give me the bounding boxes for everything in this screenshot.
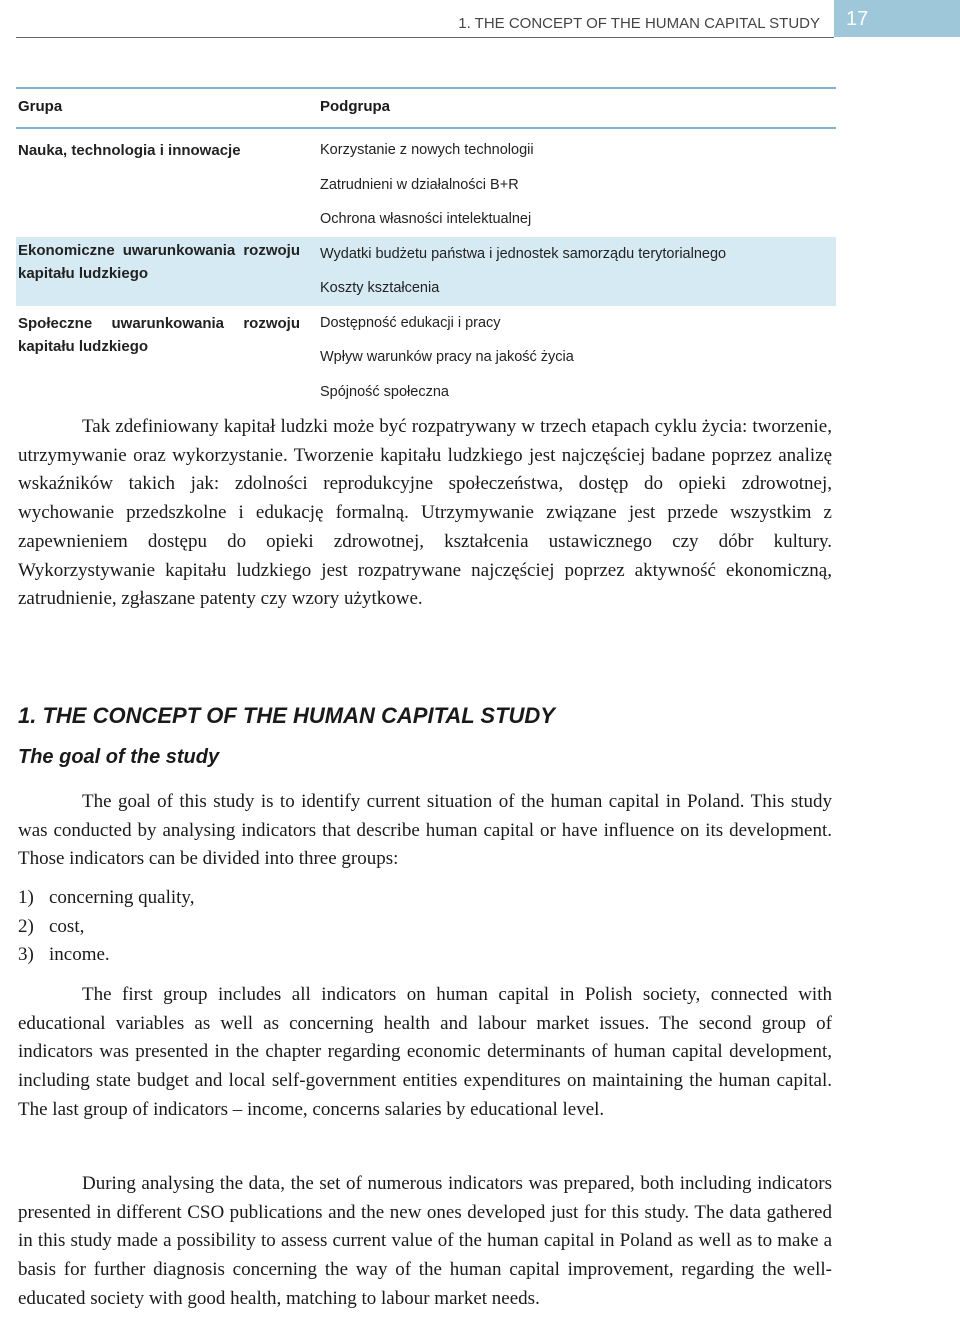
- list-number: 2): [18, 915, 34, 937]
- table-row-group-science: [16, 129, 836, 237]
- running-header-title: 1. THE CONCEPT OF THE HUMAN CAPITAL STUDY: [458, 15, 820, 32]
- subgroup-cell: Spójność społeczna: [320, 383, 449, 400]
- list-item: [18, 884, 194, 913]
- paragraph-groups: The first group includes all indicators on human capital in Polish society, connected with educational variables as well as concerning health and labour market issues. The second group of indicators was presented in the chapter regarding economic determinants of human capital development, including state budget and local self-government entities expenditures on maintaining the human capital. The last group of indicators – income, concerns salaries by educational level.: [18, 984, 832, 1120]
- table-row-group-social: [16, 306, 836, 410]
- subsection-heading: The goal of the study: [18, 746, 220, 768]
- list-text: concerning quality,: [49, 887, 195, 908]
- list-item: [18, 913, 194, 942]
- subgroup-cell: Dostępność edukacji i pracy: [320, 314, 501, 331]
- table-row-group-economic: [16, 237, 836, 306]
- subgroup-cell: Wydatki budżetu państwa i jednostek samorządu terytorialnego: [320, 245, 727, 262]
- group-label: Nauka, technologia i innowacje: [18, 142, 241, 159]
- column-header-subgroup: Podgrupa: [320, 98, 390, 115]
- paragraph-goal: The goal of this study is to identify current situation of the human capital in Poland. This study was conducted by analysing indicators that describe human capital or have influence on its development. Those indicators can be divided into three groups:: [18, 791, 832, 870]
- section-heading: 1. THE CONCEPT OF THE HUMAN CAPITAL STUDY: [18, 703, 555, 728]
- subgroup-cell: Zatrudnieni w działalności B+R: [320, 176, 519, 193]
- page-number: 17: [846, 8, 869, 30]
- list-text: cost,: [49, 915, 85, 937]
- header-rule: [16, 37, 834, 38]
- column-header-group: Grupa: [18, 98, 63, 115]
- indicator-groups-table: [16, 87, 836, 409]
- list-number: 3): [18, 944, 34, 966]
- subgroup-cell: Wpływ warunków pracy na jakość życia: [320, 349, 574, 365]
- group-label: Ekonomiczne uwarunkowania rozwoju kapitału ludzkiego: [18, 241, 300, 282]
- list-number: 1): [18, 887, 34, 908]
- subgroup-cell: Korzystanie z nowych technologii: [320, 142, 534, 158]
- page-number-box: [834, 0, 960, 37]
- subgroup-cell: Ochrona własności intelektualnej: [320, 211, 532, 227]
- paragraph-data: During analysing the data, the set of numerous indicators was prepared, both including indicators presented in different CSO publications and the new ones developed just for this study. The data gathered in this study made a possibility to assess current value of the human capital in Poland as well as to make a basis for further diagnosis concerning the way of the human capital improvement, regarding the well-educated society with good health, matching to labour market needs.: [18, 1173, 832, 1309]
- group-label: Społeczne uwarunkowania rozwoju kapitału ludzkiego: [18, 314, 300, 355]
- indicator-group-list: [18, 884, 194, 970]
- page-header: [0, 0, 960, 40]
- subgroup-cell: Koszty kształcenia: [320, 280, 440, 296]
- table-header-row: [16, 87, 836, 129]
- list-text: income.: [49, 944, 110, 966]
- paragraph-polish: Tak zdefiniowany kapitał ludzki może być rozpatrywany w trzech etapach cyklu życia: tworzenie, utrzymywanie oraz wykorzystanie. Tworzenie kapitału ludzkiego jest najczęściej badane poprzez analizę wskaźników takich jak: zdolności reprodukcyjne społeczeństwa, dostęp do opieki zdrowotnej, wychowanie przedszkolne i edukację formalną. Utrzymywanie związane jest przede wszystkim z zapewnieniem dostępu do opieki zdrowotnej, kształcenia ustawicznego czy dóbr kultury. Wykorzystywanie kapitału ludzkiego jest rozpatrywane najczęściej poprzez aktywność ekonomiczną, zatrudnienie, zgłaszane patenty czy wzory użytkowe.: [18, 416, 832, 610]
- list-item: [18, 941, 194, 970]
